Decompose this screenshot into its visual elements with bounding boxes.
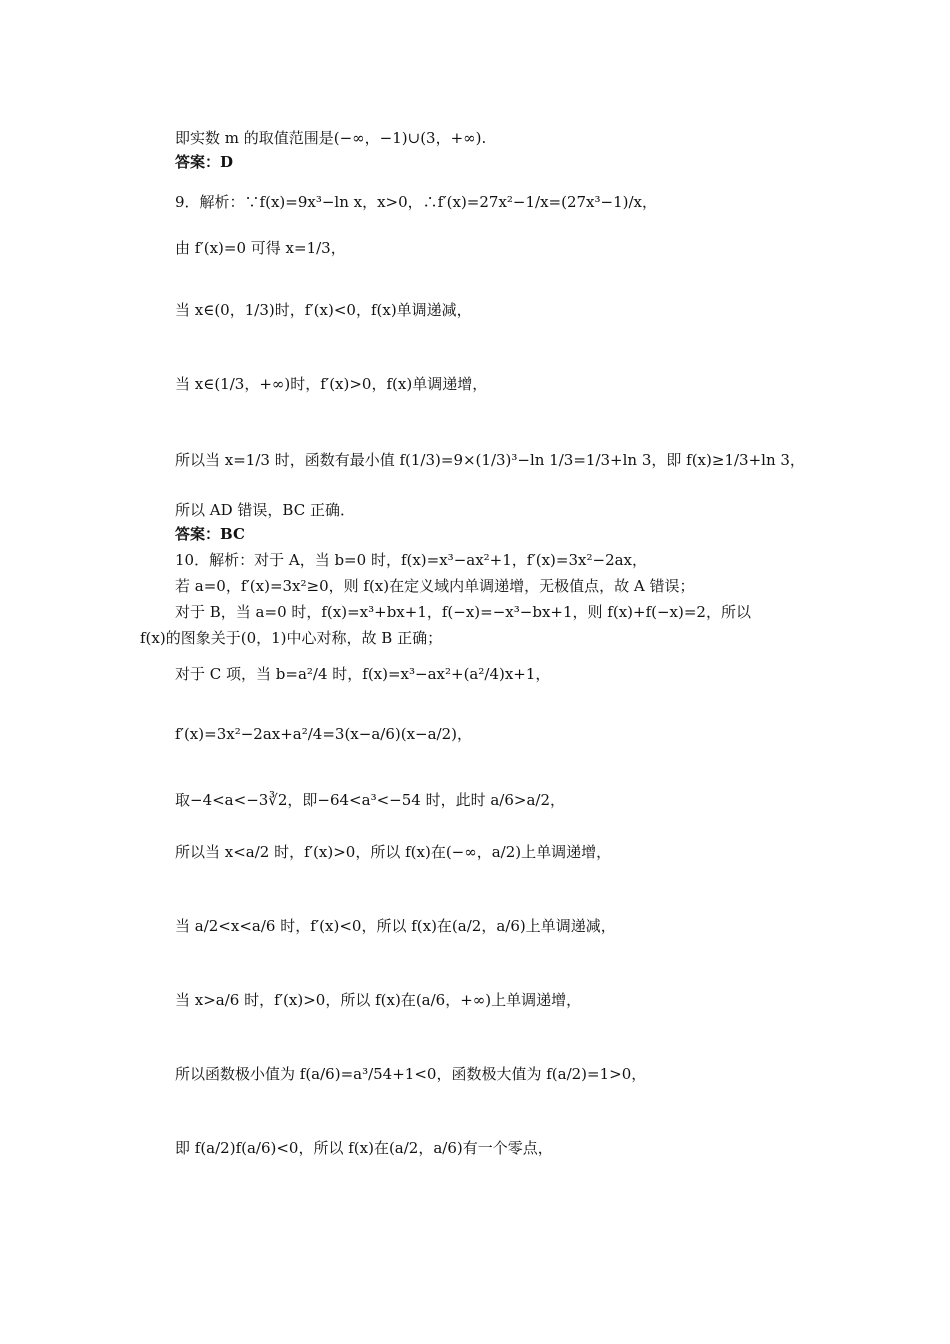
text-line-3: 9．解析：∵f(x)=9x³−ln x，x>0，∴f′(x)=27x²−1/x=(27x³−1)/x， bbox=[175, 193, 658, 211]
text-line-17: 所以当 x<a/2 时，f′(x)>0，所以 f(x)在(−∞，a/2)上单调递增， bbox=[175, 843, 612, 861]
text-line-16: 取−4<a<−3∛2，即−64<a³<−54 时，此时 a/6>a/2， bbox=[175, 791, 565, 809]
text-line-13: f(x)的图象关于(0，1)中心对称，故 B 正确； bbox=[140, 629, 443, 647]
text-line-6: 当 x∈(1/3，+∞)时，f′(x)>0，f(x)单调递增， bbox=[175, 375, 488, 393]
text-line-8: 所以 AD 错误，BC 正确． bbox=[175, 501, 355, 519]
text-line-10: 10．解析：对于 A，当 b=0 时，f(x)=x³−ax²+1，f′(x)=3x²−2ax， bbox=[175, 551, 648, 569]
text-line-12: 对于 B，当 a=0 时，f(x)=x³+bx+1，f(−x)=−x³−bx+1，则 f(x)+f(−x)=2，所以 bbox=[175, 603, 751, 621]
text-line-7: 所以当 x=1/3 时，函数有最小值 f(1/3)=9×(1/3)³−ln 1/3=1/3+ln 3，即 f(x)≥1/3+ln 3， bbox=[175, 451, 805, 469]
text-line-14: 对于 C 项，当 b=a²/4 时，f(x)=x³−ax²+(a²/4)x+1， bbox=[175, 665, 551, 683]
text-line-18: 当 a/2<x<a/6 时，f′(x)<0，所以 f(x)在(a/2，a/6)上单调递减， bbox=[175, 917, 616, 935]
text-line-21: 即 f(a/2)f(a/6)<0，所以 f(x)在(a/2，a/6)有一个零点， bbox=[175, 1139, 553, 1157]
text-line-20: 所以函数极小值为 f(a/6)=a³/54+1<0，函数极大值为 f(a/2)=1>0， bbox=[175, 1065, 647, 1083]
text-line-5: 当 x∈(0，1/3)时，f′(x)<0，f(x)单调递减， bbox=[175, 301, 472, 319]
text-line-11: 若 a=0，f′(x)=3x²≥0，则 f(x)在定义域内单调递增，无极值点，故 A 错误； bbox=[175, 577, 695, 595]
text-line-4: 由 f′(x)=0 可得 x=1/3， bbox=[175, 239, 346, 257]
text-line-15: f′(x)=3x²−2ax+a²/4=3(x−a/6)(x−a/2)， bbox=[175, 725, 472, 743]
answer-line-1: 答案：D bbox=[175, 153, 234, 171]
text-line-1: 即实数 m 的取值范围是(−∞，−1)∪(3，+∞). bbox=[175, 129, 487, 147]
text-line-19: 当 x>a/6 时，f′(x)>0，所以 f(x)在(a/6，+∞)上单调递增， bbox=[175, 991, 582, 1009]
answer-line-2: 答案：BC bbox=[175, 525, 245, 543]
